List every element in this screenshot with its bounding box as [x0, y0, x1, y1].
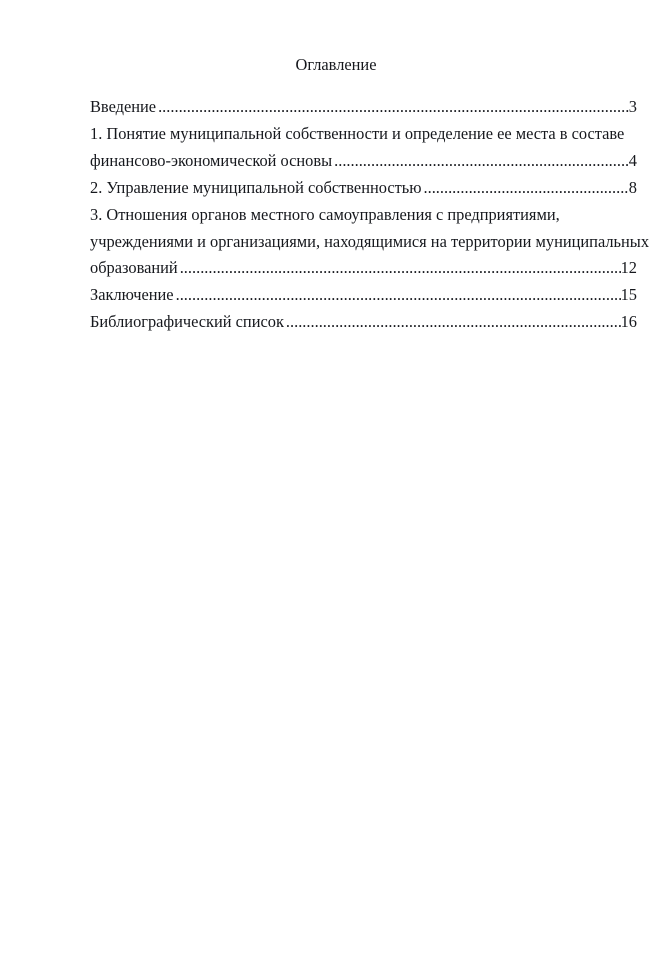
toc-entry-line[interactable] — [90, 121, 637, 148]
page-title: Оглавление — [295, 55, 377, 74]
toc-entry-text: 3. Отношения органов местного самоуправления с предприятиями, — [90, 204, 560, 224]
toc-entry-line[interactable] — [90, 175, 637, 202]
dot-leader — [176, 282, 621, 309]
toc-page-number: 3 — [628, 97, 637, 116]
toc-entry-text: учреждениями и организациями, находящимися на территории муниципальных — [90, 231, 650, 251]
toc-entry-text: образований — [90, 258, 178, 278]
dot-leader — [286, 309, 621, 336]
toc-entry-line[interactable] — [90, 255, 637, 282]
dot-leader — [180, 255, 621, 282]
toc-entry-line[interactable] — [90, 229, 650, 256]
toc-entry-text: Библиографический список — [90, 312, 284, 332]
toc-page-number: 4 — [628, 150, 637, 170]
toc-entry-line[interactable] — [90, 148, 637, 175]
toc-entry-line[interactable] — [90, 94, 637, 121]
dot-leader — [424, 175, 629, 202]
dot-leader — [158, 94, 629, 121]
toc-entry-text: 2. Управление муниципальной собственностью — [90, 177, 422, 197]
table-of-contents — [90, 94, 650, 336]
toc-entry-line[interactable] — [90, 202, 637, 229]
toc-page-number: 15 — [620, 285, 637, 305]
toc-page-number: 8 — [628, 177, 637, 197]
toc-page-number: 12 — [620, 258, 637, 278]
toc-entry-line[interactable] — [90, 309, 637, 336]
toc-entry-line[interactable] — [90, 282, 637, 309]
toc-entry-text: финансово-экономической основы — [90, 150, 333, 170]
dot-leader — [334, 148, 629, 175]
toc-entry-text: 1. Понятие муниципальной собственности и определение ее места в составе — [90, 123, 625, 143]
toc-entry-text: Заключение — [90, 285, 174, 305]
toc-entry-text: Введение — [90, 97, 157, 116]
toc-page-number: 16 — [620, 312, 637, 332]
